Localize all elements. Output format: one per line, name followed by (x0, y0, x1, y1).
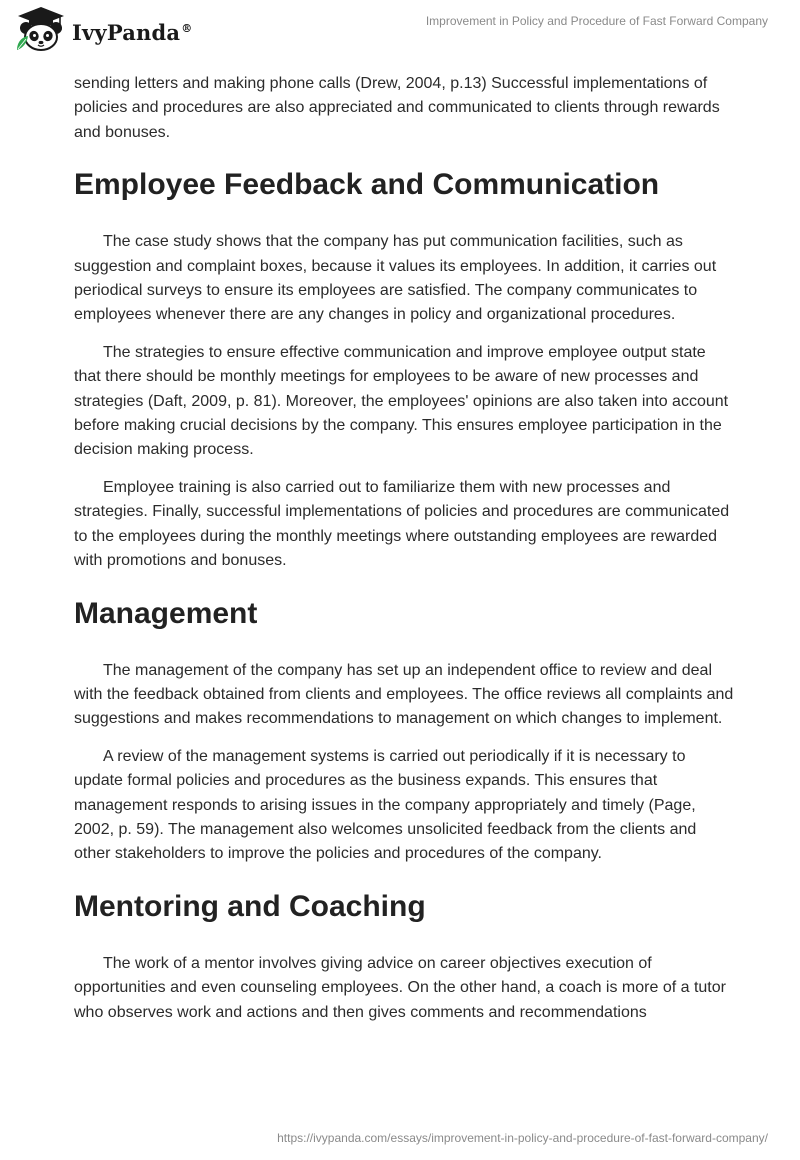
paragraph: Employee training is also carried out to familiarize them with new processes and strategies. Finally, successful implementations of policies and procedures are communicated to the employees during the monthly meetings where outstanding employees are rewarded with promotions and bonuses. (74, 478, 730, 570)
paragraph: The strategies to ensure effective communication and improve employee output state that there should be monthly meetings for employees to be aware of new processes and strategies (Daft, 2009, p. 81). Moreover, the employees' opinions are also taken into account before making crucial decisions by the company. This ensures employee participation in the decision making process. (74, 343, 729, 459)
paragraph: The management of the company has set up an independent office to review and deal with the feedback obtained from clients and employees. The office reviews all complaints and suggestions and makes recommendations to management on which changes to implement. (74, 661, 734, 728)
section-heading-mentoring-coaching: Mentoring and Coaching (74, 889, 426, 923)
source-url[interactable]: https://ivypanda.com/essays/improvement-in-policy-and-procedure-of-fast-forward-company/ (277, 1131, 768, 1145)
page-header (0, 0, 800, 62)
brand-name: IvyPanda® (72, 19, 193, 45)
paragraph: A review of the management systems is carried out periodically if it is necessary to update formal policies and procedures as the business expands. This ensures that management responds to arising issues in the company appropriately and timely (Page, 2002, p. 59). The management also welcomes unsolicited feedback from the clients and other stakeholders to improve the policies and procedures of the company. (74, 747, 697, 863)
document-title: Improvement in Policy and Procedure of Fast Forward Company (425, 14, 768, 28)
section-heading-employee-feedback: Employee Feedback and Communication (74, 168, 660, 202)
registered-mark: ® (181, 21, 193, 35)
ivypanda-logo[interactable] (14, 6, 192, 52)
section-heading-management: Management (74, 596, 258, 630)
panda-graduate-icon (14, 6, 68, 52)
article-body (74, 72, 734, 1038)
paragraph: The work of a mentor involves giving advice on career objectives execution of opportunities and even counseling employees. On the other hand, a coach is more of a tutor who observes work and actions and then gives comments and recommendations (74, 954, 726, 1021)
intro-paragraph: sending letters and making phone calls (Drew, 2004, p.13) Successful implementations of policies and procedures are also appreciated and communicated to clients through rewards and bonuses. (74, 75, 720, 141)
paragraph: The case study shows that the company has put communication facilities, such as suggestion and complaint boxes, because it values its employees. In addition, it carries out periodical surveys to ensure its employees are satisfied. The company communicates to employees whenever there are any changes in policy and organizational procedures. (74, 233, 717, 324)
